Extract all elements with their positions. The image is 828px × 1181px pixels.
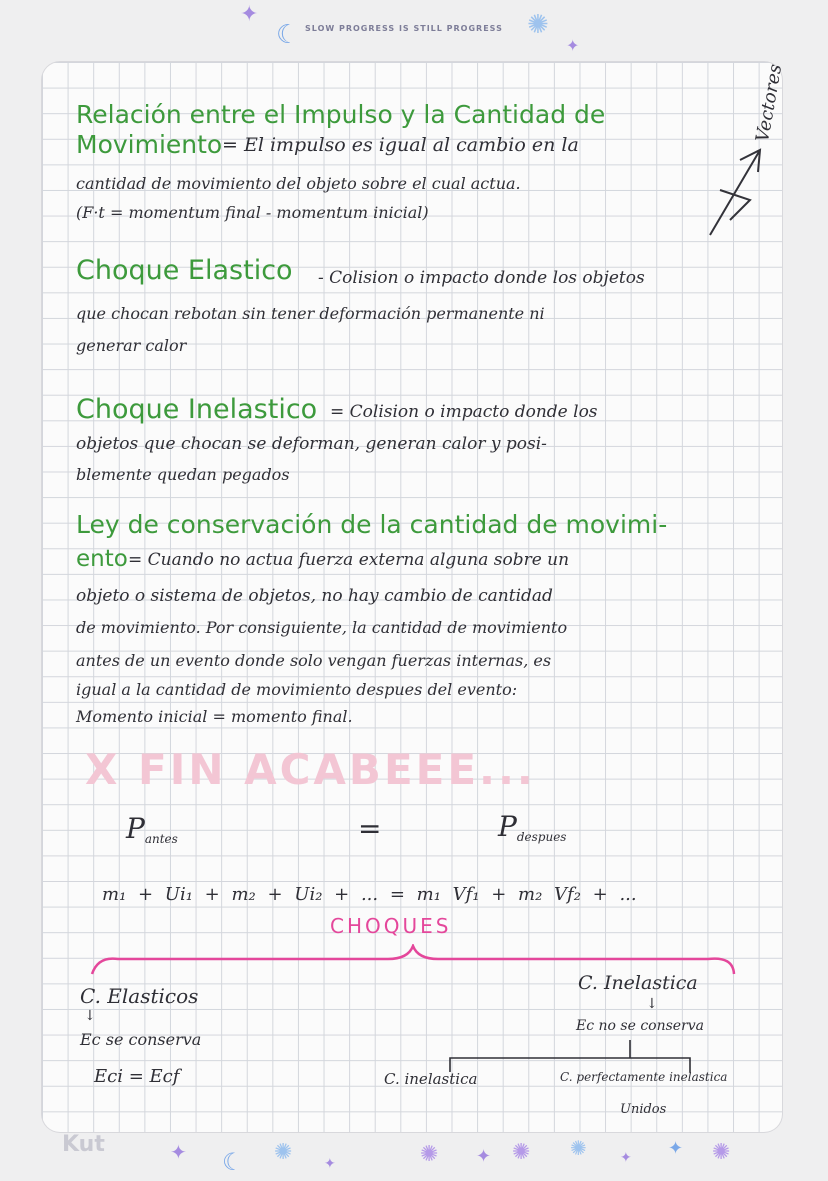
section-text: - Colision o impacto donde los objetos	[318, 268, 645, 288]
section-text: que chocan rebotan sin tener deformación permanente ni	[76, 304, 545, 323]
sun-icon: ✺	[274, 1140, 293, 1165]
sun-icon: ✺	[570, 1136, 587, 1160]
section-title: Choque Elastico	[76, 255, 293, 286]
sun-icon: ✺	[527, 10, 549, 40]
star-icon: ✦	[324, 1156, 336, 1172]
momentum-equation: m₁ + Ui₁ + m₂ + Ui₂ + ... = m₁ Vf₁ + m₂ Vf₂ + ...	[102, 884, 637, 905]
sun-icon: ✺	[512, 1140, 531, 1165]
vector-arrow-sketch	[700, 140, 770, 240]
branch-note: Unidos	[620, 1102, 667, 1117]
section-title-cont: ento	[76, 546, 128, 572]
section-text: = El impulso es igual al cambio en la	[222, 134, 579, 156]
watermark: X FIN ACABEEE...	[85, 745, 536, 794]
section-text: antes de un evento donde solo vengan fuerzas internas, es	[76, 651, 552, 670]
star-icon: ✦	[566, 36, 580, 55]
arrow-down-icon: ↓	[84, 1008, 96, 1024]
branch-inelastic: C. inelastica	[384, 1070, 478, 1088]
section-text: Momento inicial = momento final.	[76, 707, 353, 726]
section-text: objeto o sistema de objetos, no hay cambio de cantidad	[76, 586, 553, 606]
slogan: SLOW PROGRESS IS STILL PROGRESS	[305, 24, 503, 33]
section-text: (F·t = momentum final - momentum inicial)	[76, 203, 429, 222]
branch-lines	[440, 1034, 740, 1094]
elastic-title: C. Elasticos	[80, 984, 199, 1008]
section-title-cont: Movimiento	[76, 130, 223, 159]
sparkle-icon: ✦	[170, 1140, 187, 1164]
sparkle-icon: ✦	[240, 2, 259, 27]
moon-icon: ☾	[222, 1148, 244, 1176]
section-title: Relación entre el Impulso y la Cantidad de	[76, 100, 606, 129]
moon-icon: ☾	[276, 20, 300, 50]
section-text: = Cuando no actua fuerza externa alguna sobre un	[128, 550, 570, 570]
sparkle-icon: ✦	[668, 1138, 684, 1159]
section-text: objetos que chocan se deforman, generan calor y posi-	[76, 434, 547, 454]
choques-heading: CHOQUES	[330, 914, 452, 938]
elastic-note: Ec se conserva	[80, 1030, 202, 1049]
sun-icon: ✺	[712, 1140, 731, 1165]
section-text: generar calor	[76, 336, 187, 355]
branch-perfect-inelastic: C. perfectamente inelastica	[560, 1070, 728, 1084]
elastic-formula: Eci = Ecf	[94, 1066, 180, 1087]
inelastic-note: Ec no se conserva	[576, 1018, 705, 1034]
section-text: blemente quedan pegados	[76, 465, 290, 484]
star-icon: ✦	[620, 1150, 632, 1166]
momentum-after: $P_{despues}$	[498, 810, 567, 844]
side-note: Vectores	[752, 62, 787, 144]
section-title: Choque Inelastico	[76, 394, 318, 425]
section-text: igual a la cantidad de movimiento despues del evento:	[76, 680, 518, 699]
section-title: Ley de conservación de la cantidad de movimi-	[76, 510, 668, 539]
sparkle-icon: ✦	[476, 1146, 492, 1167]
section-text: de movimiento. Por consiguiente, la cantidad de movimiento	[76, 618, 568, 637]
brand-logo: Kut	[62, 1132, 105, 1157]
inelastic-title: C. Inelastica	[578, 972, 698, 994]
section-text: cantidad de movimiento del objeto sobre el cual actua.	[76, 174, 521, 193]
equals-sign: =	[358, 812, 382, 845]
sun-icon: ✺	[420, 1142, 439, 1167]
section-text: = Colision o impacto donde los	[330, 402, 598, 422]
arrow-down-icon: ↓	[646, 996, 658, 1012]
momentum-before: $P_{antes}$	[126, 812, 178, 846]
